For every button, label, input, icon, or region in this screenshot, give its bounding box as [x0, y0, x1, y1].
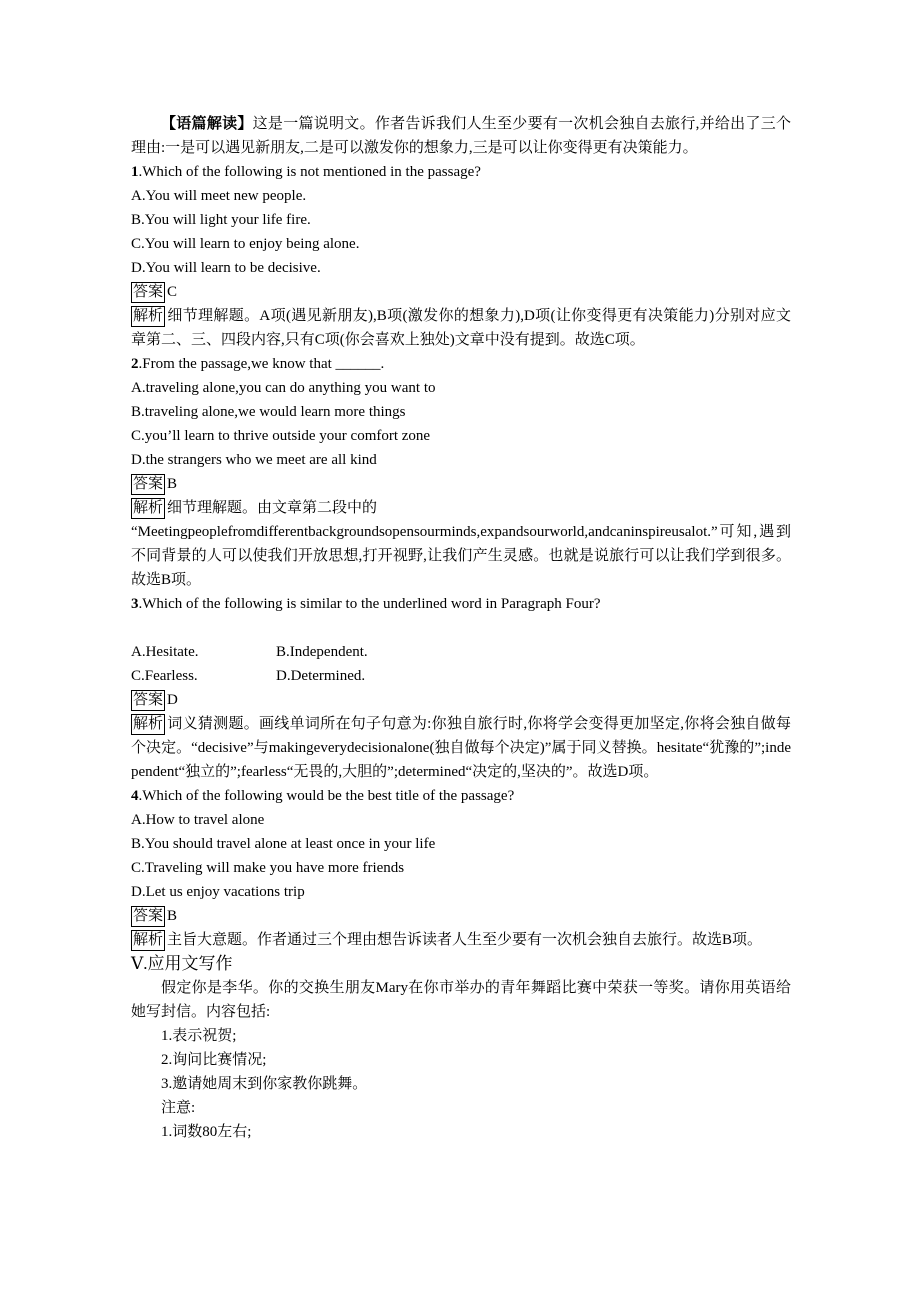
question-number: 2: [131, 356, 139, 372]
analysis-tag: 解析: [131, 930, 165, 951]
analysis-text: 细节理解题。由文章第二段中的: [167, 500, 378, 516]
analysis-text: 细节理解题。A项(遇见新朋友),B项(激发你的想象力),D项(让你变得更有决策能力)分别对应文章第二、三、四段内容,只有C项(你会喜欢上独处)文章中没有提到。故选C项。: [131, 308, 791, 348]
option-c: C.You will learn to enjoy being alone.: [131, 236, 360, 252]
requirement-item: 3.邀请她周末到你家教你跳舞。: [161, 1076, 368, 1092]
intro-label: 【语篇解读】: [161, 116, 253, 132]
option-b: B.You will light your life fire.: [131, 212, 311, 228]
question-text: .Which of the following would be the best title of the passage?: [138, 788, 515, 804]
answer-row: [131, 688, 791, 712]
question-4-stem: [131, 784, 791, 808]
document-page: [131, 112, 791, 1144]
question-text: .Which of the following is similar to the underlined word in Paragraph Four?: [138, 596, 601, 612]
answer-tag: 答案: [131, 282, 165, 303]
option-d: D.Determined.: [276, 668, 366, 684]
analysis-text: 主旨大意题。作者通过三个理由想告诉读者人生至少要有一次机会独自去旅行。故选B项。: [167, 932, 763, 948]
answer-value: C: [167, 284, 178, 300]
question-1-stem: [131, 160, 791, 184]
passage-intro: [131, 112, 791, 160]
answer-value: B: [167, 908, 178, 924]
analysis-continuation: “Meetingpeoplefromdifferentbackgroundsopensourminds,expandsourworld,andcaninspireusalot.”可知,遇到不同背景的人可以使我们开放思想,打开视野,让我们产生灵感。也就是说旅行可以让我们学到很多。故选B项。: [131, 524, 791, 588]
answer-tag: 答案: [131, 690, 165, 711]
option-a: A.How to travel alone: [131, 812, 265, 828]
requirement-item: 2.询问比赛情况;: [161, 1052, 267, 1068]
section-heading: Ⅴ.应用文写作: [131, 954, 233, 973]
option-b: B.traveling alone,we would learn more things: [131, 404, 406, 420]
option-c: C.Traveling will make you have more friends: [131, 860, 405, 876]
blank-line: [131, 616, 791, 640]
question-number: 1: [131, 164, 139, 180]
option-d: D.the strangers who we meet are all kind: [131, 452, 377, 468]
analysis-row: [131, 304, 791, 352]
option-b: B.Independent.: [276, 644, 368, 660]
analysis-text: 词义猜测题。画线单词所在句子句意为:你独自旅行时,你将学会变得更加坚定,你将会独自做每个决定。“decisive”与makingeverydecisionalone(独自做每个决定)”属于同义替换。hesitate“犹豫的”;independent“独立的”;fearless“无畏的,大胆的”;determined“决定的,坚决的”。故选D项。: [131, 716, 791, 780]
intro-text: 这是一篇说明文。作者告诉我们人生至少要有一次机会独自去旅行,并给出了三个理由:一是可以遇见新朋友,二是可以激发你的想象力,三是可以让你变得更有决策能力。: [131, 116, 791, 156]
analysis-row: [131, 496, 791, 520]
analysis-tag: 解析: [131, 306, 165, 327]
option-b: B.You should travel alone at least once in your life: [131, 836, 436, 852]
option-d: D.You will learn to be decisive.: [131, 260, 321, 276]
analysis-tag: 解析: [131, 498, 165, 519]
answer-value: D: [167, 692, 178, 708]
option-c: C.Fearless.: [131, 668, 198, 684]
note-label: 注意:: [161, 1100, 196, 1116]
question-number: 4: [131, 788, 139, 804]
note-item: 1.词数80左右;: [161, 1124, 252, 1140]
writing-prompt: 假定你是李华。你的交换生朋友Mary在你市举办的青年舞蹈比赛中荣获一等奖。请你用英语给她写封信。内容包括:: [131, 980, 791, 1020]
options-row-2: [131, 664, 791, 688]
question-text: .Which of the following is not mentioned in the passage?: [138, 164, 481, 180]
answer-tag: 答案: [131, 474, 165, 495]
option-a: A.traveling alone,you can do anything you want to: [131, 380, 436, 396]
analysis-row: [131, 928, 791, 952]
option-a: A.You will meet new people.: [131, 188, 307, 204]
requirement-item: 1.表示祝贺;: [161, 1028, 237, 1044]
question-2-stem: [131, 352, 791, 376]
answer-row: [131, 472, 791, 496]
options-row-1: [131, 640, 791, 664]
option-d: D.Let us enjoy vacations trip: [131, 884, 305, 900]
question-3-stem: [131, 592, 791, 616]
option-c: C.you’ll learn to thrive outside your comfort zone: [131, 428, 431, 444]
answer-row: [131, 280, 791, 304]
analysis-tag: 解析: [131, 714, 165, 735]
answer-value: B: [167, 476, 178, 492]
option-a: A.Hesitate.: [131, 644, 199, 660]
answer-row: [131, 904, 791, 928]
analysis-row: [131, 712, 791, 784]
question-number: 3: [131, 596, 139, 612]
question-text: .From the passage,we know that ______.: [138, 356, 385, 372]
answer-tag: 答案: [131, 906, 165, 927]
